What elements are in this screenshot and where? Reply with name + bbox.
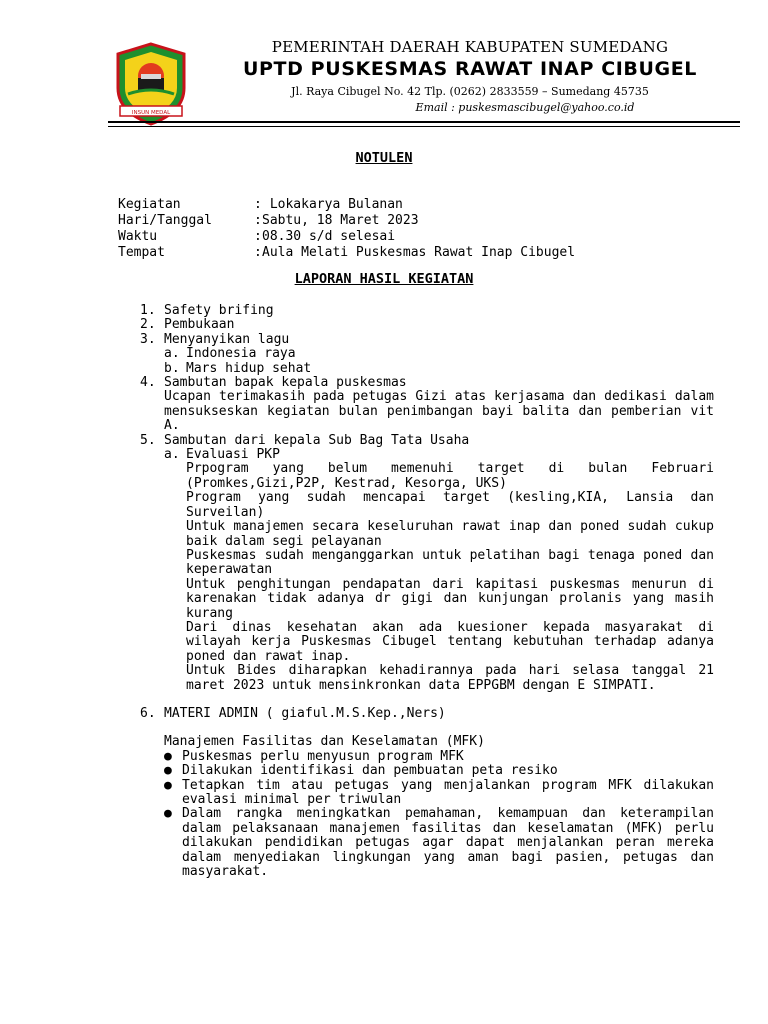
bullet-item <box>164 764 714 778</box>
letterhead <box>200 38 740 115</box>
document-title: NOTULEN <box>355 150 413 166</box>
info-label: Tempat <box>118 245 165 260</box>
item-text: Menyanyikan lagu <box>164 331 290 347</box>
bullet-text: Dalam rangka meningkatkan pemahaman, kemampuan dan keterampilan dalam pelaksanaan manajemen fasilitas dan keselamatan (MFK) perlu dilakukan pendidikan petugas agar dapat menjalankan peran mereka dalam menyediakan lingkungan yang aman bagi pasien, petugas dan masyarakat. <box>182 806 714 880</box>
info-value: 08.30 s/d selesai <box>262 229 396 244</box>
evaluation-paragraph: Program yang sudah mencapai target (kesling,KIA, Lansia dan Surveilan) <box>186 490 714 520</box>
bullet-text: Dilakukan identifikasi dan pembuatan peta resiko <box>182 763 558 779</box>
sub-item <box>140 347 714 361</box>
info-value: Sabtu, 18 Maret 2023 <box>262 213 419 228</box>
letterhead-address: Jl. Raya Cibugel No. 42 Tlp. (0262) 2833559 – Sumedang 45735 <box>291 85 649 98</box>
item-description: Ucapan terimakasih pada petugas Gizi atas kerjasama dan dedikasi dalam mensukseskan kegiatan bulan penimbangan bayi balita dan pemberian vit A. <box>164 389 714 434</box>
sub-item <box>140 362 714 376</box>
info-value: Aula Melati Puskesmas Rawat Inap Cibugel <box>262 245 576 260</box>
item-number: 4. <box>140 375 156 391</box>
info-label: Hari/Tanggal <box>118 213 212 228</box>
info-separator: : <box>254 197 262 212</box>
report-title: LAPORAN HASIL KEGIATAN <box>294 271 474 287</box>
info-separator: : <box>254 213 262 228</box>
evaluation-paragraph: Puskesmas sudah menganggarkan untuk pelatihan bagi tenaga poned dan keperawatan <box>186 547 714 578</box>
meeting-info <box>118 198 575 262</box>
item-text: Sambutan bapak kepala puskesmas <box>164 375 407 391</box>
item-text: Safety brifing <box>164 303 274 318</box>
evaluation-paragraph: Prpogram yang belum memenuhi target di bulan Februari (Promkes,Gizi,P2P, Kestrad, Kesorga, UKS) <box>186 461 714 491</box>
item-number: 3. <box>140 331 156 347</box>
info-row <box>118 246 575 262</box>
sub-item-text: Evaluasi PKP <box>186 447 280 463</box>
info-row <box>118 214 575 230</box>
info-row <box>118 230 575 246</box>
list-item <box>140 333 714 347</box>
item-number: 2. <box>140 317 156 333</box>
info-separator: : <box>254 229 262 244</box>
info-label: Waktu <box>118 229 158 244</box>
item-number: 5. <box>140 432 156 448</box>
list-item <box>140 318 714 332</box>
sub-item-letter: a. <box>164 447 180 463</box>
bullet-text: Tetapkan tim atau petugas yang menjalankan program MFK dilakukan evalasi minimal per triwulan <box>182 777 714 807</box>
item-number: 1. <box>140 303 156 318</box>
sub-item-letter: b. <box>164 360 180 376</box>
bullet-text: Puskesmas perlu menyusun program MFK <box>182 748 464 764</box>
sumedang-emblem-logo <box>114 42 188 126</box>
evaluation-paragraph: Untuk Bides diharapkan kehadirannya pada hari selasa tanggal 21 maret 2023 untuk mensinkronkan data EPPGBM dengan E SIMPATI. <box>186 663 714 693</box>
item-text: MATERI ADMIN ( giaful.M.S.Kep.,Ners) <box>164 705 446 721</box>
letterhead-institution: UPTD PUSKESMAS RAWAT INAP CIBUGEL <box>242 58 698 80</box>
bullet-dot-icon: ● <box>164 763 172 779</box>
letterhead-email: Email : puskesmascibugel@yahoo.co.id <box>415 101 635 114</box>
sub-item-text: Mars hidup sehat <box>186 360 312 376</box>
info-label: Kegiatan <box>118 197 181 212</box>
bullet-dot-icon: ● <box>164 777 172 793</box>
item-number: 6. <box>140 705 156 721</box>
header-rule-thick <box>108 121 740 123</box>
info-value: Lokakarya Bulanan <box>262 197 403 212</box>
list-item <box>140 376 714 390</box>
section-subtitle: Manajemen Fasilitas dan Keselamatan (MFK) <box>164 734 485 750</box>
list-item <box>140 434 714 448</box>
bullet-item <box>164 750 714 764</box>
bullet-item <box>164 807 714 879</box>
bullet-dot-icon: ● <box>164 748 172 764</box>
logo-motto: INSUN MEDAL <box>131 110 171 116</box>
list-item <box>140 304 714 318</box>
info-row <box>118 198 575 214</box>
sub-item <box>140 448 714 462</box>
sub-item-letter: a. <box>164 346 180 362</box>
list-item <box>140 707 714 721</box>
report-content <box>140 304 714 879</box>
evaluation-paragraph: Untuk manajemen secara keseluruhan rawat inap dan poned sudah cukup baik dalam segi pelayanan <box>186 519 714 549</box>
letterhead-government: PEMERINTAH DAERAH KABUPATEN SUMEDANG <box>271 38 669 56</box>
item-text: Pembukaan <box>164 317 235 333</box>
bullet-list <box>140 750 714 880</box>
evaluation-paragraph: Untuk penghitungan pendapatan dari kapitasi puskesmas menurun di karenakan tidak adanya dr gigi dan kunjungan prolanis yang masih kurang <box>186 576 714 621</box>
evaluation-paragraph: Dari dinas kesehatan akan ada kuesioner kepada masyarakat di wilayah kerja Puskesmas Cibugel tentang kebutuhan terhadap adanya poned dan rawat inap. <box>186 619 714 664</box>
info-separator: : <box>254 245 262 260</box>
sub-item-text: Indonesia raya <box>186 346 296 362</box>
bullet-item <box>164 779 714 808</box>
item-text: Sambutan dari kepala Sub Bag Tata Usaha <box>164 432 470 448</box>
bullet-dot-icon: ● <box>164 806 172 822</box>
header-rule-thin <box>108 126 740 127</box>
